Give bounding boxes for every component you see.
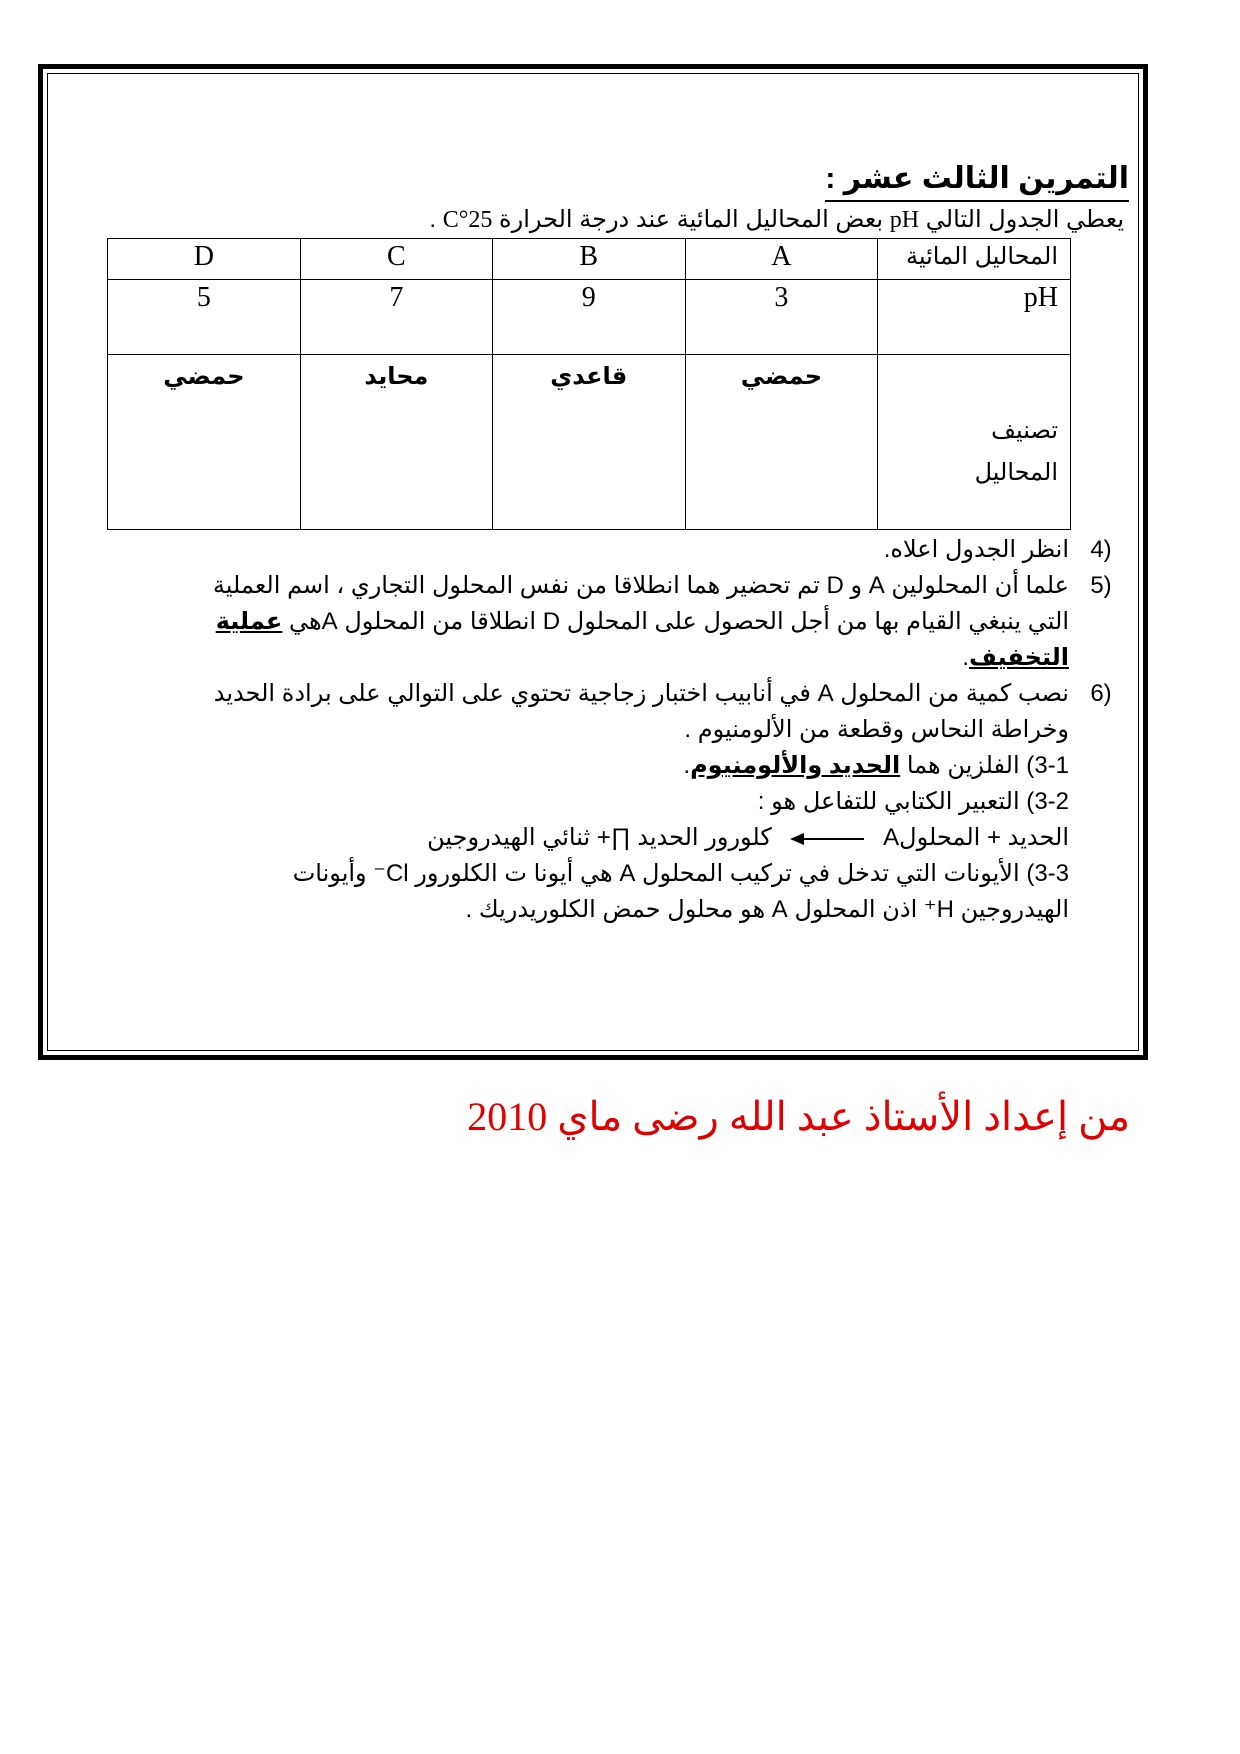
header-ph: pH [878,280,1071,355]
exercise-intro [57,202,1124,238]
solution-d: D [108,239,301,280]
question-5-text [57,568,1069,676]
subquestion-3-1 [57,748,1133,784]
equation-products: كلورور الحديد ∏+ ثنائي الهيدروجين [427,824,772,851]
author-credit: من إعداد الأستاذ عبد الله رضى ماي 2010 [467,1094,1130,1139]
header-classification [878,355,1071,530]
question-5 [57,568,1133,676]
solution-c: C [300,239,492,280]
class-c: محايد [364,363,429,390]
intro-ph: pH [889,207,920,233]
intro-part-a: يعطي الجدول التالي [919,206,1124,233]
subquestion-3-3-line1: 3-3) الأيونات التي تدخل في تركيب المحلول A هي أيونا ت الكلورور Cl⁻ وأيونات [292,860,1069,887]
exercise-content [57,159,1133,928]
intro-temperature: 25°C [442,207,493,233]
subquestion-3-3 [57,856,1133,928]
class-d-cell [108,355,301,530]
question-6-line1: نصب كمية من المحلول A في أنابيب اختبار زجاجية تحتوي على التوالي على برادة الحديد [213,680,1069,707]
question-5-line2: التي ينبغي القيام بها من أجل الحصول على المحلول D انطلاقا من المحلول Aهي [282,608,1069,635]
class-b-cell [492,355,685,530]
intro-part-b: بعض المحاليل المائية عند درجة الحرارة [492,206,890,233]
reaction-equation [57,820,1133,856]
question-4-number: (4 [1090,536,1112,563]
question-6-text [57,676,1069,748]
table-row-classification [108,355,1071,530]
subquestion-3-1-prefix: 3-1) الفلزين هما [900,752,1069,779]
class-a-cell [685,355,878,530]
header-classification-line2: المحاليل [974,459,1058,486]
subquestion-3-2-text: 3-2) التعبير الكتابي للتفاعل هو : [757,788,1069,815]
subquestion-3-1-end: . [683,752,691,779]
question-5-answer: عملية التخفيف [215,608,1069,671]
question-4 [57,532,1133,568]
exercise-frame [38,64,1148,1060]
equation-reactants: الحديد + المحلولA [883,824,1069,851]
class-c-cell [300,355,492,530]
question-5-line1: علما أن المحلولين A و D تم تحضير هما انطلاقا من نفس المحلول التجاري ، اسم العملية [212,572,1069,599]
header-solutions: المحاليل المائية [878,239,1071,280]
reaction-arrow-icon [790,832,864,846]
subquestion-3-1-answer: الحديد والألومنيوم [690,752,901,779]
class-d: حمضي [163,363,245,390]
header-classification-line1: تصنيف [991,417,1058,444]
question-4-text: انظر الجدول اعلاه. [883,536,1069,563]
question-5-end: . [962,644,970,671]
solution-a: A [685,239,878,280]
subquestion-3-3-line2: الهيدروجين H⁺ اذن المحلول A هو محلول حمض الكلوريدريك . [465,896,1069,923]
subquestion-3-2 [57,784,1133,820]
table-row-solutions [108,239,1071,280]
class-b: قاعدي [550,363,628,390]
solution-b: B [492,239,685,280]
intro-part-c: . [429,206,443,233]
exercise-title: التمرين الثالث عشر : [825,159,1129,202]
ph-a: 3 [685,280,878,355]
question-5-number: (5 [1090,572,1112,599]
table-row-ph [108,280,1071,355]
ph-d: 5 [108,280,301,355]
ph-b: 9 [492,280,685,355]
ph-c: 7 [300,280,492,355]
question-6 [57,676,1133,748]
questions-list [57,532,1133,928]
class-a: حمضي [740,363,823,390]
question-6-number: (6 [1090,680,1112,707]
question-6-line2: وخراطة النحاس وقطعة من الألومنيوم . [684,716,1069,743]
ph-table [107,238,1071,530]
